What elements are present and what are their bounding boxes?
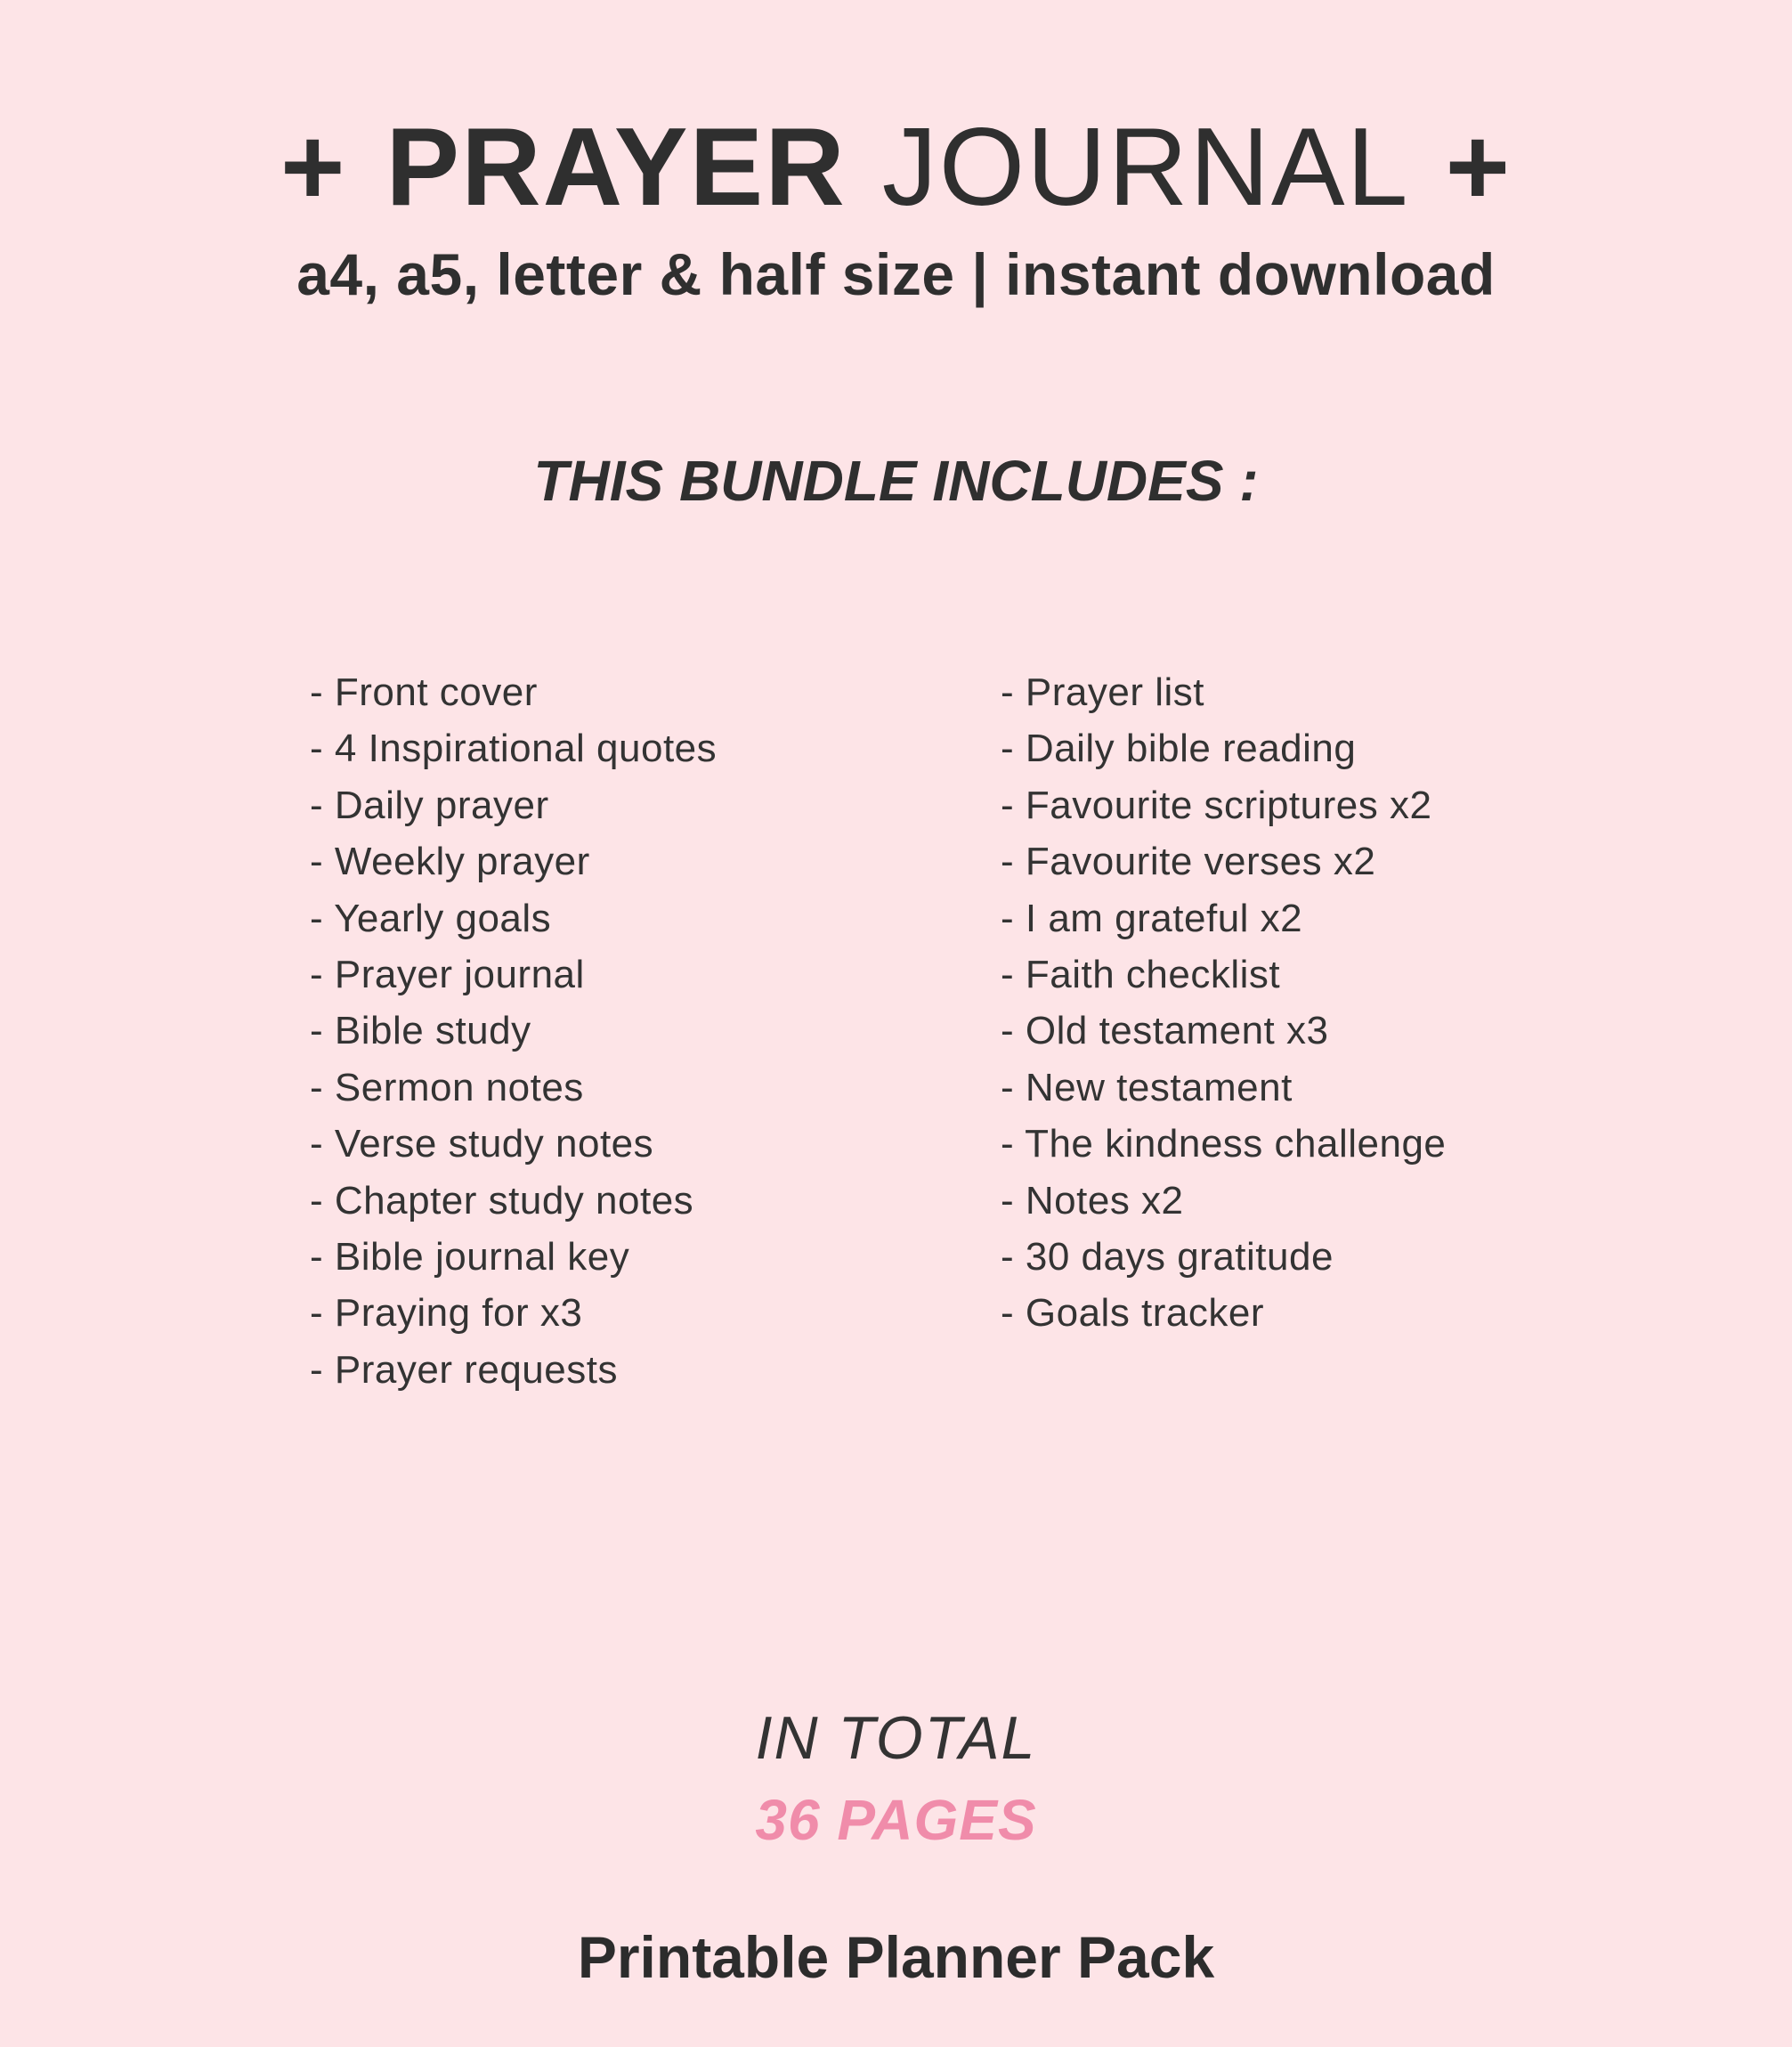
bundle-list-right: [1001, 664, 1446, 1342]
list-item: - Sermon notes: [310, 1065, 584, 1109]
list-item: - Old testament x3: [1001, 1009, 1329, 1053]
list-item: - Favourite verses x2: [1001, 840, 1376, 884]
list-item: - Faith checklist: [1001, 953, 1281, 997]
title-light-word: JOURNAL: [881, 106, 1410, 229]
list-item: - 4 Inspirational quotes: [310, 727, 718, 771]
list-item: - Goals tracker: [1001, 1291, 1265, 1336]
bundle-heading: THIS BUNDLE INCLUDES :: [533, 449, 1259, 513]
title-bold-word: PRAYER: [385, 106, 847, 229]
page-subtitle: a4, a5, letter & half size | instant download: [296, 241, 1496, 307]
plus-right-icon: +: [1445, 106, 1512, 229]
list-item: - Verse study notes: [310, 1122, 654, 1166]
list-item: - 30 days gratitude: [1001, 1235, 1334, 1279]
list-item: - Daily bible reading: [1001, 727, 1357, 771]
list-item: - Bible study: [310, 1009, 531, 1053]
list-item: - Prayer list: [1001, 670, 1204, 714]
page-title: [0, 105, 1792, 230]
total-pages-count: 36 PAGES: [755, 1788, 1037, 1852]
list-item: - Chapter study notes: [310, 1178, 694, 1223]
list-item: - Praying for x3: [310, 1291, 583, 1336]
list-item: - Prayer requests: [310, 1347, 618, 1392]
list-item: - Notes x2: [1001, 1178, 1184, 1223]
list-item: - Bible journal key: [310, 1235, 630, 1279]
list-item: - Front cover: [310, 670, 538, 714]
list-item: - New testament: [1001, 1065, 1293, 1109]
list-item: - Prayer journal: [310, 953, 585, 997]
list-item: - Weekly prayer: [310, 840, 590, 884]
list-item: - Yearly goals: [310, 896, 552, 940]
list-item: - I am grateful x2: [1001, 896, 1303, 940]
total-label: IN TOTAL: [755, 1704, 1037, 1772]
footer-brand: Printable Planner Pack: [577, 1924, 1215, 1990]
plus-left-icon: +: [280, 106, 347, 229]
list-item: - Daily prayer: [310, 783, 549, 827]
list-item: - The kindness challenge: [1001, 1122, 1447, 1166]
list-item: - Favourite scriptures x2: [1001, 783, 1432, 827]
bundle-list-left: [310, 664, 717, 1398]
